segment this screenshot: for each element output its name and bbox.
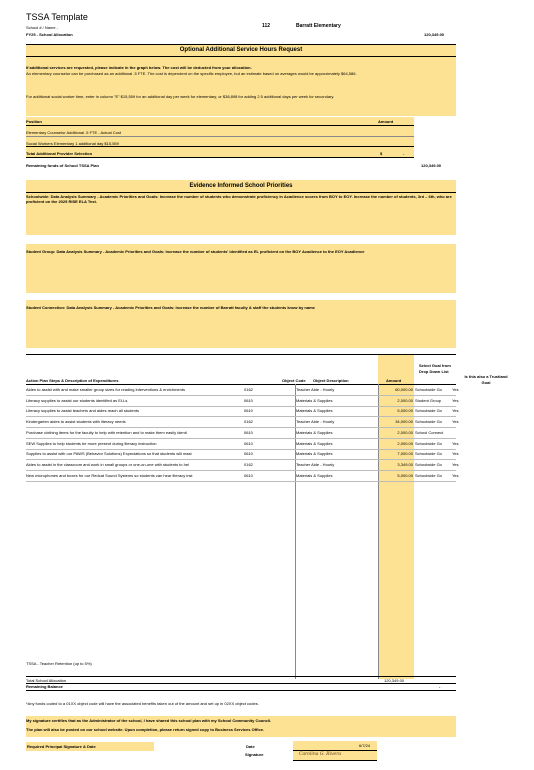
optional-note-3: For additional social worker time, enter in column "E" $15,559 for an additional day per week for elementary, or $38,898 for adding 2.5 additional days per week for secondary.: [26, 94, 335, 99]
row-object-code: 0162: [244, 461, 253, 467]
row-action: Literacy supplies to assist teachers and aides reach all students: [26, 408, 139, 414]
remaining-balance-value: -: [439, 684, 441, 689]
row-object-desc: Materials & Supplies: [296, 408, 333, 414]
position-row-1[interactable]: Elementary Counselor Additional .5 FTE - Actual Cost: [26, 130, 121, 135]
row-goal: Schoolwide Go: [415, 451, 442, 457]
row-object-desc: Teacher Aide - Hourly: [296, 419, 335, 425]
row-amount: 34,000.00: [395, 419, 413, 425]
total-provider-label: Total Additional Provider Selection: [26, 151, 93, 156]
total-provider-value: -: [403, 151, 405, 156]
row-trustland: Yes: [452, 440, 459, 446]
school-name: Barratt Elementary: [296, 23, 341, 29]
page-title: TSSA Template: [26, 12, 88, 22]
row-divider: [26, 481, 456, 482]
row-goal: Schoolwide Go: [415, 461, 442, 467]
row-trustland: Yes: [452, 472, 459, 478]
position-row-2[interactable]: Social Workers Elementary 1 additional day $15,559: [26, 141, 119, 146]
row-amount: 5,000.00: [397, 472, 413, 478]
row-divider: [26, 449, 456, 450]
row-divider: [26, 395, 456, 396]
row-trustland: Yes: [452, 387, 459, 392]
row-action: Supplies to assist with our PAWS (Behavior Solutions) Expectations so that students will mast: [26, 451, 192, 457]
row-goal: Schoolwide Go: [415, 472, 442, 478]
certification-line-2: The plan will also be posted on our school website. Upon completion, please return signed copy to Business Services Office.: [26, 727, 265, 732]
row-goal: Schoolwide Go: [415, 408, 442, 414]
col-action: Action Plan Steps & Description of Expenditures: [26, 378, 119, 383]
row-action: Kindergarten aides to assist students with literacy needs: [26, 419, 126, 425]
school-label: School # / Name -: [26, 25, 59, 30]
retention-label: TSSA - Teacher Retention (up to 5%): [26, 661, 92, 666]
row-amount: 7,000.00: [397, 451, 413, 457]
student-connection-goal: Student Connection: Data Analysis Summary - Academic Priorities and Goals: Increase the number of Barratt faculty & staff the students know by name: [26, 305, 315, 310]
remaining-funds-label: Remaining funds of School TSSA Plan: [26, 163, 99, 168]
row-object-code: 0610: [244, 440, 253, 446]
row-amount: 60,000.00: [395, 387, 413, 392]
amount-column: [378, 355, 414, 679]
signature-label: Signature: [245, 752, 264, 757]
row-divider: [26, 427, 456, 428]
row-object-code: 0162: [244, 387, 253, 392]
row-object-desc: Materials & Supplies: [296, 429, 333, 435]
col-amount: Amount: [378, 119, 394, 124]
row-amount: 2,000.00: [397, 429, 413, 435]
col-position: Position: [26, 119, 42, 124]
row-goal: Schoolwide Go: [415, 419, 442, 425]
total-provider-currency: $: [380, 151, 383, 156]
date-value: 6/7/24: [359, 743, 371, 748]
row-amount: 3,349.00: [397, 461, 413, 467]
row-action: Literacy supplies to assist our students identified as ELLs: [26, 397, 128, 403]
student-group-goal: Student Group: Data Analysis Summary - Academic Priorities and Goals: Increase the number of students' identified as EL proficient on the BOY Acadience to the EOY Acadience: [26, 249, 365, 254]
row-object-code: 0610: [244, 397, 253, 403]
col-plan-amount: Amount: [386, 378, 402, 383]
row-goal: Schoolwide Go: [415, 440, 442, 446]
row-object-desc: Materials & Supplies: [296, 451, 333, 457]
col-object-code: Object Code: [282, 378, 306, 383]
row-action: SEW Supplies to help students be more present during literacy instruction: [26, 440, 157, 446]
row-trustland: Yes: [452, 451, 459, 457]
row-divider: [26, 459, 456, 460]
col-goal: Select Goal from Drop Down List: [419, 363, 451, 374]
row-amount: 2,000.00: [397, 397, 413, 403]
col-trustland: Is this also a Trustland Goal: [464, 374, 508, 385]
row-goal: School Connect: [415, 429, 444, 435]
fy-label: FY25 - School Allocation: [26, 32, 73, 37]
remaining-balance-label: Remaining Balance: [26, 684, 63, 689]
row-object-code: 0610: [244, 429, 253, 435]
row-action: New microphones and boxes for our Redcat Sound Systems so students can hear literacy inst: [26, 472, 193, 478]
schoolwide-goal: Schoolwide: Data Analysis Summary - Academic Priorities and Goals: Increase the number of students who demonstrate proficiency in Acadience scores from BOY to EOY. Increase the number of students, 3rd – 6th, who are proficient on the 2025 RISE ELA Test.: [26, 194, 452, 205]
benefits-note: *Any funds coded to a 01XX object code will have the associated benefits taken out of the amount and set up in 02XX object codes.: [26, 701, 259, 706]
row-goal: Schoolwide Go: [415, 387, 442, 392]
row-amount: 5,000.00: [397, 408, 413, 414]
col-object-desc: Object Description: [313, 378, 349, 383]
row-divider: [26, 438, 456, 439]
row-object-desc: Materials & Supplies: [296, 440, 333, 446]
row-trustland: Yes: [452, 408, 459, 414]
optional-note-1: If additional services are requested, please indicate in the graph below. The cost will be deducted from your allocation.: [26, 65, 252, 70]
row-object-desc: Materials & Supplies: [296, 472, 333, 478]
row-object-code: 0610: [244, 408, 253, 414]
row-action: Purchase clothing items for the faculty to help with retention and to make them easily identi: [26, 429, 187, 435]
row-action: Aides to assist in the classroom and work in small groups or one-on-one with students to hel: [26, 461, 189, 467]
required-signature-label: Required Principal Signature & Date: [27, 744, 96, 749]
evidence-heading: Evidence Informed School Priorities: [189, 183, 293, 189]
optional-heading: Optional Additional Service Hours Request: [179, 47, 303, 53]
row-amount: 2,000.00: [397, 440, 413, 446]
row-object-desc: Materials & Supplies: [296, 397, 333, 403]
row-divider: [26, 406, 456, 407]
school-number: 112: [262, 23, 271, 29]
row-object-desc: Teacher Aide - Hourly: [296, 461, 335, 467]
optional-note-2: An elementary counselor can be purchased as an additional .5 FTE. The cost is dependent on the specific employee, but an estimate based on averages would be approximately $64,586.: [26, 71, 357, 76]
row-trustland: Yes: [452, 461, 459, 467]
total-allocation-value: 120,349.00: [384, 678, 405, 683]
row-object-code: 0610: [244, 472, 253, 478]
row-object-code: 0610: [244, 451, 253, 457]
row-divider: [26, 470, 456, 471]
row-object-code: 0162: [244, 419, 253, 425]
optional-request-panel: [26, 44, 456, 116]
allocation-value: 120,349.00: [424, 32, 445, 37]
row-divider: [26, 416, 456, 417]
row-trustland: Yes: [452, 419, 459, 425]
row-object-desc: Teacher Aide - Hourly: [296, 387, 335, 392]
signature-image: Carolina G. Rivera: [299, 752, 342, 757]
remaining-funds-value: 120,349.00: [421, 163, 442, 168]
row-trustland: Yes: [452, 397, 459, 403]
date-label: Date: [246, 744, 255, 749]
row-goal: Student Group: [415, 397, 442, 403]
certification-line-1: My signature certifies that as the Administrator of the school, I have shared this school plan with my School Community Council.: [26, 718, 272, 723]
total-allocation-label: Total School Allocation: [26, 678, 67, 683]
row-action: Aides to assist with and make smaller group sizes for reading interventions & enrichments: [26, 387, 185, 392]
